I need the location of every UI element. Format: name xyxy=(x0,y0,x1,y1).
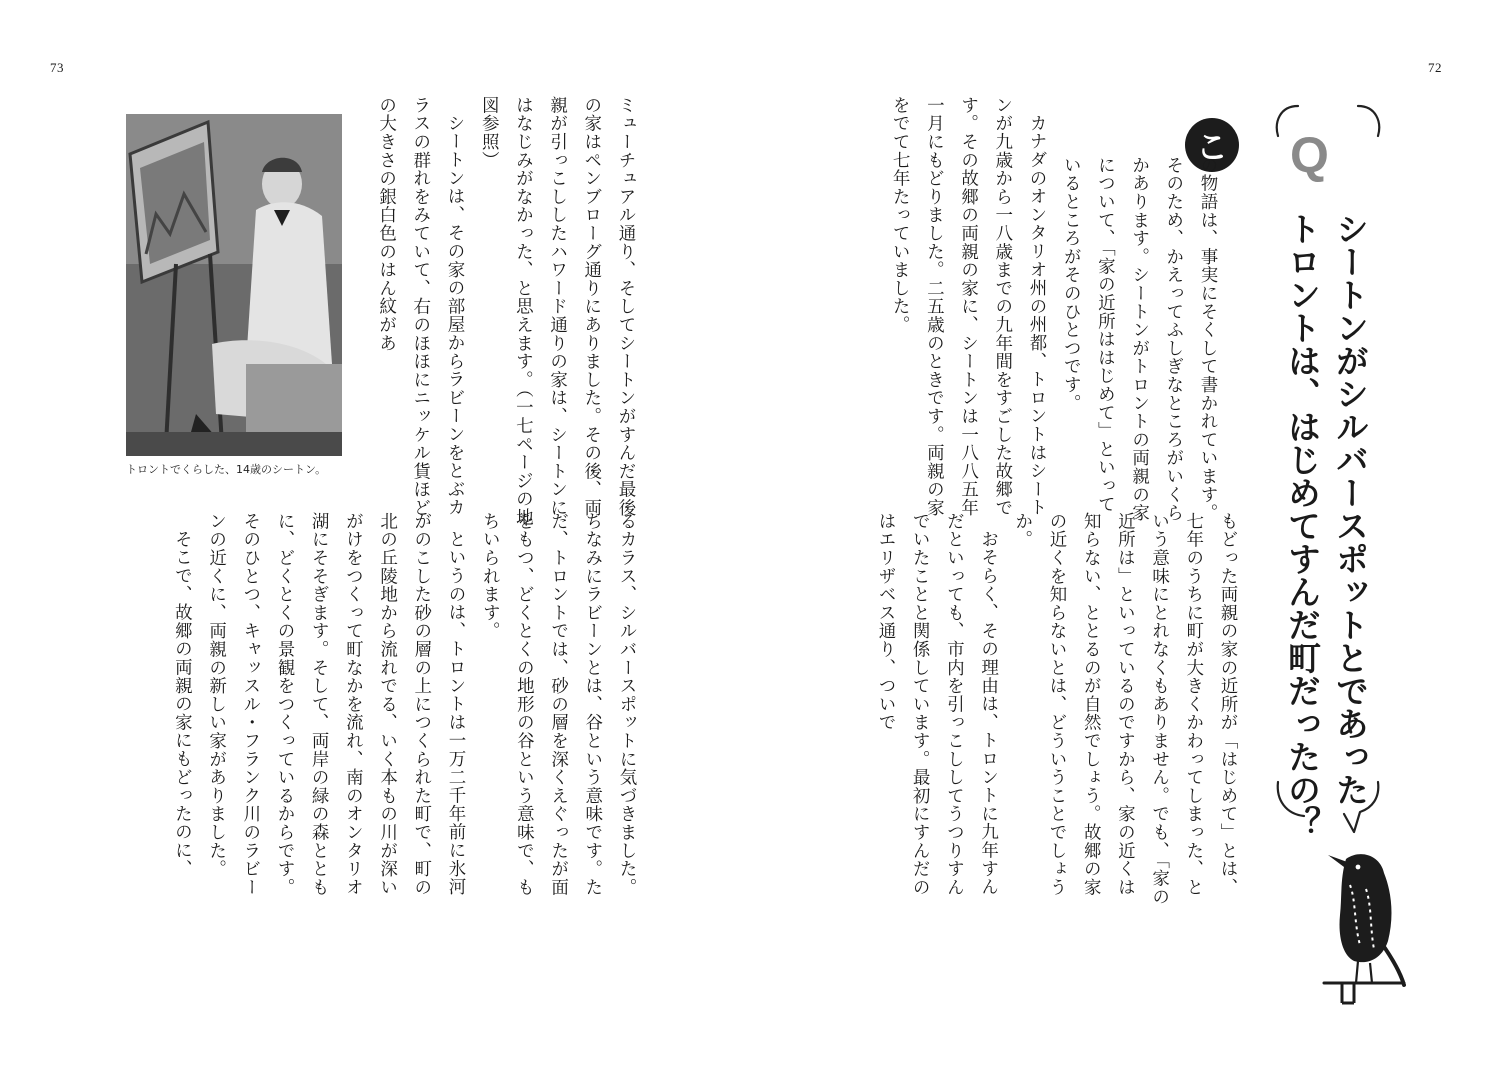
left-page-upper-text xyxy=(355,96,643,528)
photo-caption: トロントでくらした、14歳のシートン。 xyxy=(126,463,327,476)
paragraph: もどった両親の家の近所が「はじめて」とは、七年のうちに町が大きくかわってしまった、という意味にとれなくもありません。でも、「家の近所は」といっているのですから、家の近くは知らない、ととるのが自然でしょう。故郷の家の近くを知らないとは、どういうことでしょうか。 xyxy=(1012,512,1238,906)
title-line-2: トロントは、はじめてすんだ町だったの？ xyxy=(1283,212,1322,839)
paragraph: シートンは、その家の部屋からラビーンをとぶカラスの群れをみていて、右のほほにニッケル貨ほどの大きさの銀白色のはん紋があ xyxy=(376,96,465,517)
q-mark: Q xyxy=(1290,127,1329,183)
bird-illustration xyxy=(1320,845,1406,1005)
portrait-photo xyxy=(126,114,342,456)
paragraph: そこで、故郷の両親の家にもどったのに、 xyxy=(172,529,193,878)
paragraph: カナダのオンタリオ州の州都、トロントはシートンが九歳から一八歳までの九年間をすごした故郷です。その故郷の両親の家に、シートンは一八八五年一月にもどりました。二五歳のときです。両親の家をでて七年たっていました。 xyxy=(890,96,1047,517)
photo-image xyxy=(126,114,342,456)
right-page-upper-text xyxy=(845,96,1225,528)
left-page-lower-text xyxy=(116,512,644,912)
paragraph: おそらく、その理由は、トロントに九年すんだといっても、市内を引っこししてうつりすんでいたことと関係しています。最初にすんだのはエリザベス通り、ついで xyxy=(875,512,999,897)
page-number-right: 72 xyxy=(1428,60,1442,75)
page-number-left: 73 xyxy=(50,60,64,75)
paragraph: の物語は、事実にそくして書かれています。そのため、かえってふしぎなところがいくらかあります。シートンがトロントの両親の家について、「家の近所ははじめて」といっているところがそのひとつです。 xyxy=(1061,156,1218,522)
paragraph: るカラス、シルバースポットに気づきました。ちなみにラビーンとは、谷という意味です。ただ、トロントでは、砂の層を深くえぐったが面をもつ、どくとくの地形の谷という意味で、もちいられます。 xyxy=(480,512,637,897)
right-page-lower-text xyxy=(845,512,1245,912)
paragraph: というのは、トロントは一万二千年前に氷河がのこした砂の層の上につくられた町で、町の北の丘陵地から流れでる、いく本もの川が深いがけをつくって町なかを流れ、南のオンタリオ湖にそそぎます。そして、両岸の緑の森とともに、どくとくの景観をつくっているからです。そのひとつ、キャッスル・フランク川のラビーンの近くに、両親の新しい家がありました。 xyxy=(206,512,466,897)
title-line-1: シートンがシルバースポットとであった xyxy=(1331,212,1370,806)
paragraph: ミューチュアル通り、そしてシートンがすんだ最後の家はペンブローグ通りにありました。その後、両親が引っこししたハワード通りの家は、シートンにはなじみがなかった、と思えます。（一七ページの地図参照） xyxy=(479,96,636,527)
drop-cap: こ xyxy=(1185,118,1239,172)
